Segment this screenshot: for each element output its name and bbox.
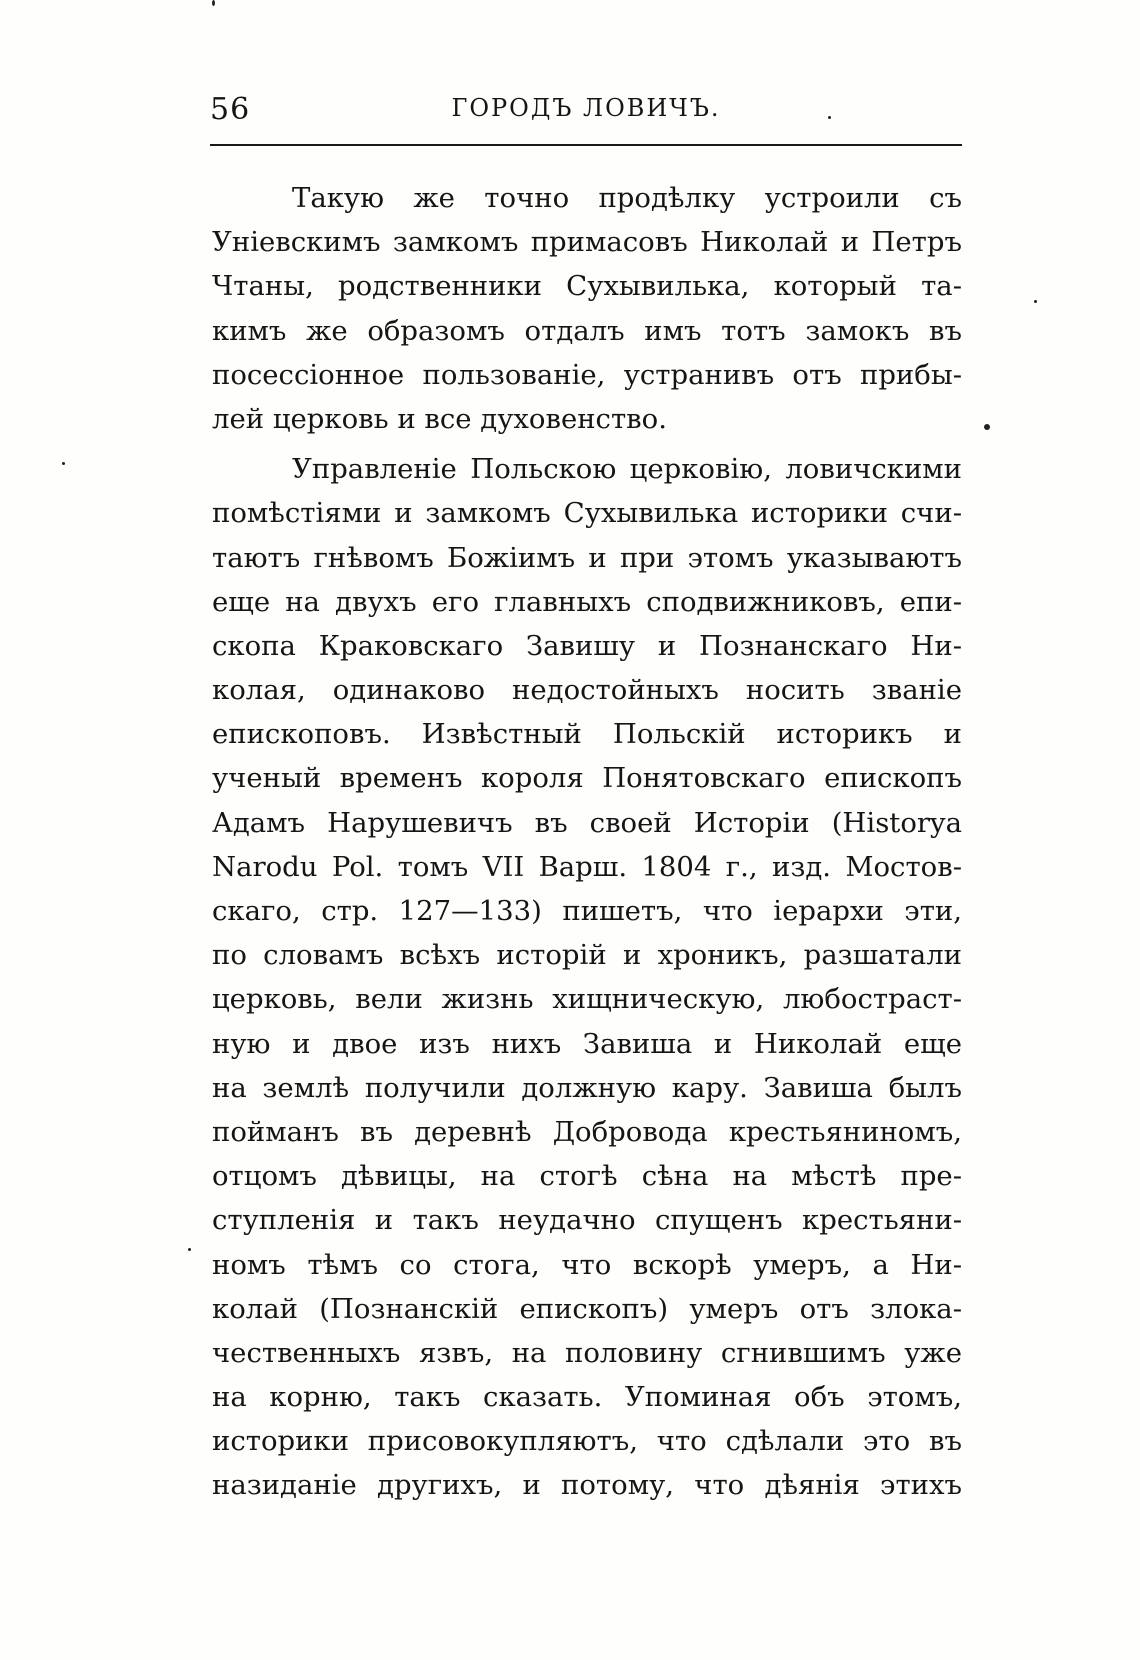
body-text (212, 176, 962, 1508)
text-line: колай (Познанскій епископъ) умеръ отъ злока- (212, 1292, 962, 1325)
text-line: Управленіе Польскою церковію, ловичскими (292, 453, 962, 486)
text-line: Адамъ Нарушевичъ въ своей Исторіи (Historya (212, 806, 962, 839)
text-line: посессіонное пользованіе, устранивъ отъ прибы- (212, 358, 962, 391)
text-line: Такую же точно продѣлку устроили съ (292, 182, 962, 214)
text-line: номъ тѣмъ со стога, что вскорѣ умеръ, а Ни- (212, 1248, 962, 1281)
text-line: ступленія и такъ неудачно спущенъ крестьяни- (212, 1204, 962, 1237)
paragraph-1 (212, 176, 962, 441)
scan-speck (188, 1248, 191, 1251)
text-line: пойманъ въ деревнѣ Добровода крестьяниномъ, (212, 1115, 962, 1148)
text-line: Уніевскимъ замкомъ примасовъ Николай и Петръ (212, 226, 962, 259)
text-line: лей церковь и все духовенство. (212, 402, 667, 435)
text-line: Чтаны, родственники Сухывилька, который та- (212, 270, 962, 303)
running-title: ГОРОДЪ ЛОВИЧЪ. (451, 94, 721, 122)
scan-speck (212, 0, 215, 6)
text-line: скаго, стр. 127—133) пишетъ, что іерархи эти, (212, 895, 962, 927)
scan-speck (62, 462, 65, 465)
text-line: скопа Краковскаго Завишу и Познанскаго Ни- (212, 629, 962, 662)
scan-speck (828, 116, 831, 119)
text-line: еще на двухъ его главныхъ сподвижниковъ, епи- (212, 585, 962, 618)
text-line: отцомъ дѣвицы, на стогѣ сѣна на мѣстѣ пре- (212, 1160, 962, 1193)
text-line: колая, одинаково недостойныхъ носить званіе (212, 674, 962, 707)
scan-speck (984, 424, 990, 430)
text-line: чественныхъ язвъ, на половину сгнившимъ уже (212, 1336, 962, 1369)
paragraph-2 (212, 447, 962, 1508)
page-header (210, 86, 962, 128)
text-line: ную и двое изъ нихъ Завиша и Николай еще (212, 1027, 962, 1060)
text-line: историки присовокупляютъ, что сдѣлали это въ (212, 1425, 962, 1458)
text-line: по словамъ всѣхъ исторій и хроникъ, разшатали (212, 939, 962, 972)
scan-speck (1034, 300, 1037, 303)
text-line: епископовъ. Извѣстный Польскій историкъ и (212, 718, 962, 751)
page-number: 56 (210, 92, 251, 127)
text-line: церковь, вели жизнь хищническую, любостраст- (212, 983, 962, 1016)
text-line: кимъ же образомъ отдалъ имъ тотъ замокъ въ (212, 314, 962, 347)
text-line: таютъ гнѣвомъ Божіимъ и при этомъ указываютъ (212, 541, 962, 574)
text-line: помѣстіями и замкомъ Сухывилька историки счи- (212, 497, 962, 530)
text-line: Narodu Pol. томъ VII Варш. 1804 г., изд. Мостов- (212, 850, 962, 883)
text-line: на корню, такъ сказать. Упоминая объ этомъ, (212, 1381, 962, 1414)
text-line: на землѣ получили должную кару. Завиша былъ (212, 1071, 962, 1104)
header-rule (210, 144, 962, 146)
text-line: назиданіе другихъ, и потому, что дѣянія этихъ (212, 1469, 962, 1502)
text-line: ученый временъ короля Понятовскаго епископъ (212, 762, 962, 795)
